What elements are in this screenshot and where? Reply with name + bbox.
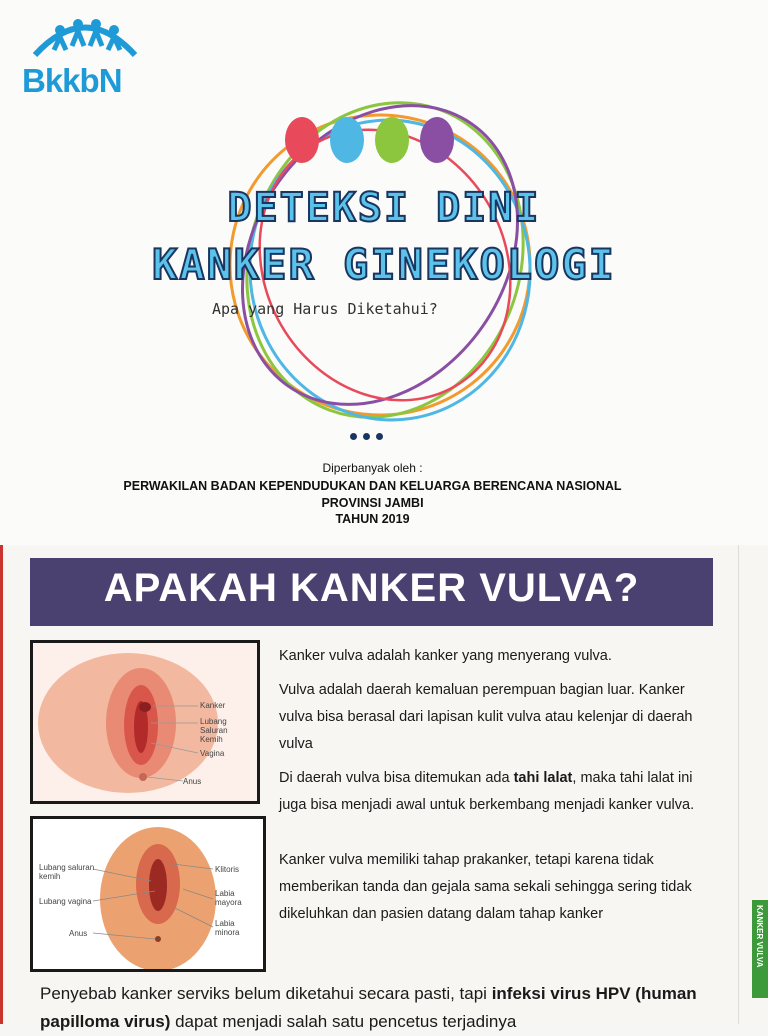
page-heading: APAKAH KANKER VULVA? [103, 566, 640, 610]
bold-tahi-lalat: tahi lalat [513, 770, 573, 786]
title-line-2: KANKER GINEKOLOGI [152, 240, 616, 289]
paragraph-4: Kanker vulva memiliki tahap prakanker, tetapi karena tidak memberikan tanda dan gejala sama sekali sehingga sering tidak dikeluhkan dan pasien datang dalam tahap kanker [279, 852, 692, 922]
label-vagina: Vagina [200, 749, 225, 758]
credit-intro: Diperbanyak oleh : [322, 461, 423, 475]
label-labia-mayora: Labia mayora [215, 889, 242, 907]
logo-text: BkkbN [22, 62, 122, 99]
paragraph-3: Di daerah vulva bisa ditemukan ada tahi lalat, maka tahi lalat ini juga bisa menjadi awal untuk berkembang menjadi kanker vulva. [279, 770, 695, 813]
label-lubang-vagina: Lubang vagina [39, 897, 92, 906]
heading-banner [30, 558, 713, 626]
vulva-illustration-1 [30, 640, 260, 804]
label-lubang-saluran-kemih: Lubang Saluran Kemih [200, 717, 228, 744]
credit-org: PERWAKILAN BADAN KEPENDUDUKAN DAN KELUARGA BERENCANA NASIONAL [123, 479, 622, 493]
people-logo-icon [30, 10, 140, 60]
label-kanker: Kanker [200, 701, 226, 710]
paragraph-2: Vulva adalah daerah kemaluan perempuan bagian luar. Kanker vulva bisa berasal dari lapisan kulit vulva atau kelenjar di daerah vulva [279, 682, 693, 752]
credit-year: TAHUN 2019 [335, 512, 410, 526]
label-anus: Anus [183, 777, 202, 786]
title-line-1: DETEKSI DINI [227, 185, 541, 231]
page-divider [738, 545, 739, 1024]
label-anus: Anus [69, 929, 88, 938]
subtitle: Apa yang Harus Diketahui? [212, 300, 438, 318]
vulva-illustration-2 [30, 816, 266, 972]
label-klitoris: Klitoris [215, 865, 240, 874]
page-edge [0, 545, 3, 1024]
paragraph-5: Penyebab kanker serviks belum diketahui secara pasti, tapi infeksi virus HPV (human papilloma virus) dapat menjadi salah satu pencetus terjadinya [40, 984, 697, 1031]
label-lubang-saluran-kemih: Lubang saluran kemih [39, 863, 95, 881]
paragraph-1: Kanker vulva adalah kanker yang menyerang vulva. [279, 648, 612, 664]
bkkbn-logo [22, 10, 152, 100]
label-labia-minora: Labia minora [215, 919, 240, 937]
dots-decoration [350, 425, 389, 444]
bold-hpv: infeksi virus HPV (human papilloma virus) [40, 984, 697, 1031]
credit-province: PROVINSI JAMBI [321, 496, 424, 510]
side-tab-label: KANKER VULVA [755, 905, 764, 968]
